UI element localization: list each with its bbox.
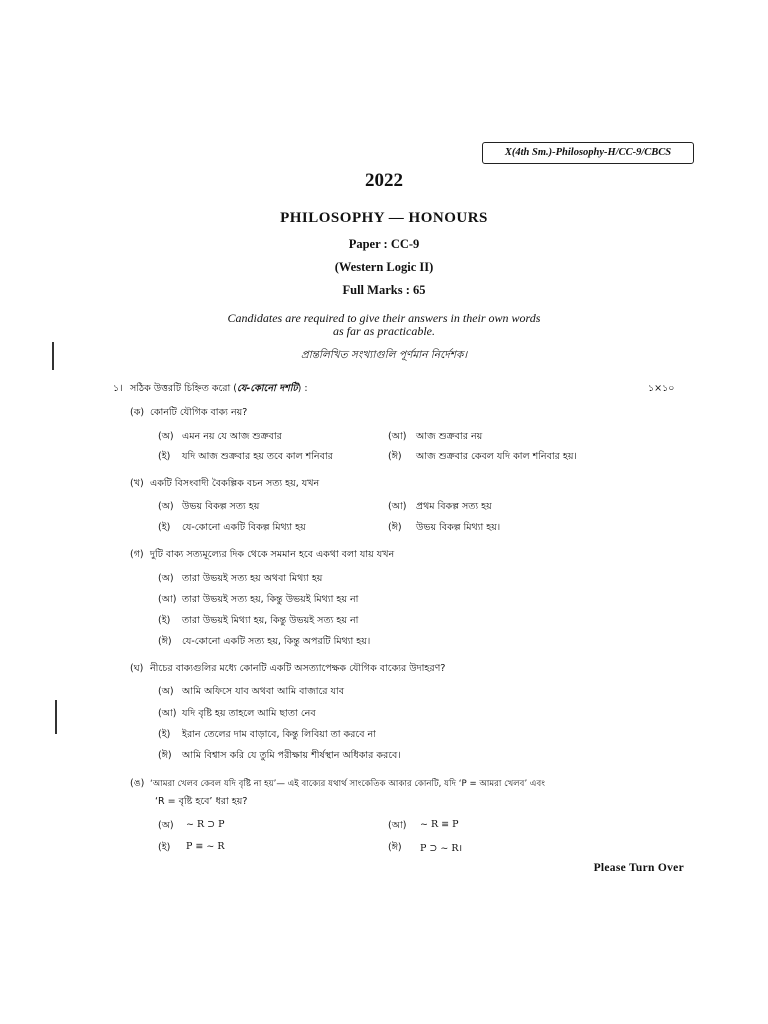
option-text: ~ R ⊃ P xyxy=(186,819,225,830)
option-label: (ঈ) xyxy=(388,522,402,533)
option-text: যে-কোনো একটি সত্য হয়, কিন্তু অপরটি মিথ্যা হয়। xyxy=(182,636,371,647)
option-text: আমি বিশ্বাস করি যে তুমি পরীক্ষায় শীর্ষস্থান অধিকার করবে। xyxy=(182,750,401,761)
option-text: যদি বৃষ্টি হয় তাহলে আমি ছাতা নেব xyxy=(182,708,316,719)
margin-mark xyxy=(52,342,54,370)
margin-mark xyxy=(55,700,57,734)
option-text: প্রথম বিকল্প সত্য হয় xyxy=(416,501,492,512)
option-label: (ই) xyxy=(158,615,171,626)
question-heading xyxy=(130,382,308,397)
option-text: আমি অফিসে যাব অথবা আমি বাজারে যাব xyxy=(182,686,345,697)
paper-code-box: X(4th Sm.)-Philosophy-H/CC-9/CBCS xyxy=(482,142,694,164)
part-question: কোনটি যৌগিক বাক্য নয়? xyxy=(150,407,248,418)
option-label: (অ) xyxy=(158,501,174,512)
full-marks: Full Marks : 65 xyxy=(342,283,426,297)
option-label: (ঈ) xyxy=(388,451,402,462)
option-label: (ই) xyxy=(158,729,171,740)
question-heading-close: ) : xyxy=(297,383,308,394)
option-label: (অ) xyxy=(158,573,174,584)
option-label: (ই) xyxy=(158,522,171,533)
part-question: দুটি বাক্য সত্যমূল্যের দিক থেকে সমমান হবে একথা বলা যায় যখন xyxy=(150,549,395,560)
instruction-line-2: as far as practicable. xyxy=(333,324,435,338)
option-label: (আ) xyxy=(158,708,177,719)
question-heading-text: সঠিক উত্তরটি চিহ্নিত করো ( xyxy=(130,383,238,394)
part-question: ‘আমরা খেলব কেবল যদি বৃষ্টি না হয়’— এই বাক্যের যথার্থ সাংকেতিক আকার কোনটি, যদি ‘P = আমরা খেলব’ এবং xyxy=(150,779,545,789)
option-text: আজ শুক্রবার কেবল যদি কাল শনিবার হয়। xyxy=(416,451,577,462)
please-turn-over: Please Turn Over xyxy=(593,862,684,874)
option-text: উভয় বিকল্প মিথ্যা হয়। xyxy=(416,522,501,533)
option-label: (অ) xyxy=(158,820,174,831)
option-text: P ⊃ ~ R। xyxy=(420,843,463,854)
option-label: (আ) xyxy=(388,820,407,831)
option-text: P ≡ ~ R xyxy=(186,841,225,852)
option-label: (আ) xyxy=(158,594,177,605)
part-question: একটি বিসংবাদী বৈকল্পিক বচন সত্য হয়, যখন xyxy=(150,478,320,489)
part-label: (ক) xyxy=(130,407,145,418)
exam-year: 2022 xyxy=(365,170,403,191)
option-text: তারা উভয়ই মিথ্যা হয়, কিন্তু উভয়ই সত্য হয় না xyxy=(182,615,359,626)
option-label: (আ) xyxy=(388,431,407,442)
option-label: (অ) xyxy=(158,686,174,697)
option-label: (ই) xyxy=(158,842,171,853)
option-text: ~ R ≡ P xyxy=(420,819,459,830)
option-label: (অ) xyxy=(158,431,174,442)
question-marks: ১×১০ xyxy=(648,383,675,394)
paper-code: Paper : CC-9 xyxy=(348,237,420,251)
part-label: (ঘ) xyxy=(130,663,144,674)
subject-title: PHILOSOPHY — HONOURS xyxy=(280,210,488,226)
part-question: নীচের বাক্যগুলির মধ্যে কোনটি একটি অসত্যাপেক্ষক যৌগিক বাক্যের উদাহরণ? xyxy=(150,663,446,674)
part-label: (ঙ) xyxy=(130,778,145,789)
option-label: (ঈ) xyxy=(388,842,402,853)
option-label: (আ) xyxy=(388,501,407,512)
marks-note-bengali: প্রান্তলিখিত সংখ্যাগুলি পূর্ণমান নির্দেশক। xyxy=(300,349,468,361)
course-name: (Western Logic II) xyxy=(334,260,434,274)
option-text: যদি আজ শুক্রবার হয় তবে কাল শনিবার xyxy=(182,451,333,462)
instruction-line-1: Candidates are required to give their answers in their own words xyxy=(227,311,541,325)
option-text: যে-কোনো একটি বিকল্প মিথ্যা হয় xyxy=(182,522,306,533)
part-label: (গ) xyxy=(130,549,144,560)
option-label: (ই) xyxy=(158,451,171,462)
question-heading-emphasis: যে-কোনো দশটি xyxy=(237,383,298,394)
option-label: (ঈ) xyxy=(158,636,172,647)
option-text: তারা উভয়ই সত্য হয়, কিন্তু উভয়ই মিথ্যা হয় না xyxy=(182,594,359,605)
part-label: (খ) xyxy=(130,478,144,489)
part-question-continued: ‘R = বৃষ্টি হবে’ ধরা হয়? xyxy=(155,796,248,807)
option-text: এমন নয় যে আজ শুক্রবার xyxy=(182,431,282,442)
option-label: (ঈ) xyxy=(158,750,172,761)
option-text: উভয় বিকল্প সত্য হয় xyxy=(182,501,260,512)
option-text: তারা উভয়ই সত্য হয় অথবা মিথ্যা হয় xyxy=(182,573,323,584)
question-number: ১। xyxy=(113,383,123,394)
option-text: আজ শুক্রবার নয় xyxy=(416,431,483,442)
option-text: ইরান তেলের দাম বাড়াবে, কিন্তু লিবিয়া তা করবে না xyxy=(182,729,376,740)
